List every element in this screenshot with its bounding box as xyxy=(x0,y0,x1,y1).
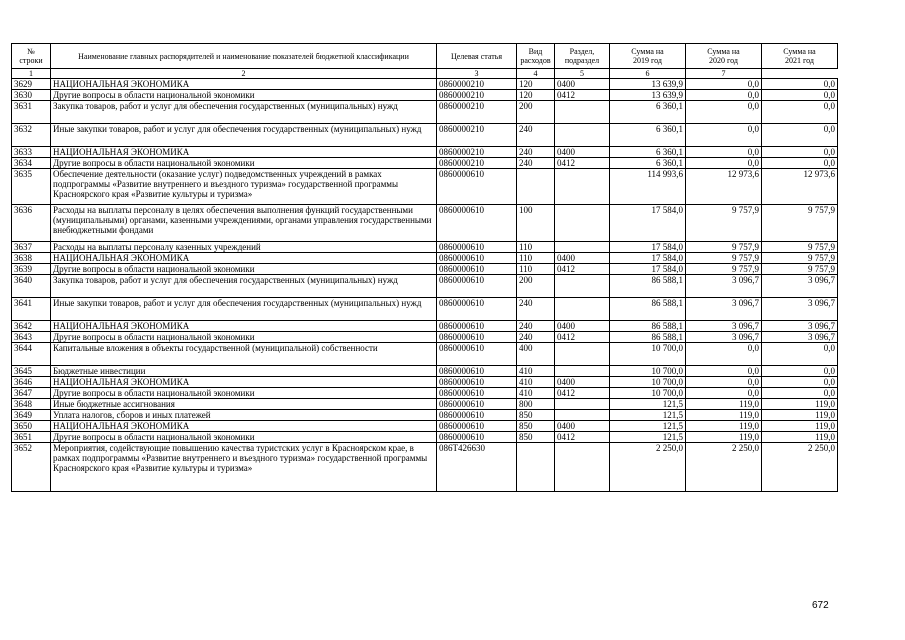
row-name: Иные закупки товаров, работ и услуг для обеспечения государственных (муниципальных) нужд xyxy=(51,298,437,321)
row-section xyxy=(555,275,610,298)
row-target-article: 0860000610 xyxy=(437,399,517,410)
row-sum-2021: 0,0 xyxy=(762,158,838,169)
row-sum-2020: 0,0 xyxy=(686,343,762,366)
row-sum-2021: 0,0 xyxy=(762,101,838,124)
row-section: 0412 xyxy=(555,432,610,443)
row-sum-2020: 0,0 xyxy=(686,147,762,158)
row-sum-2020: 0,0 xyxy=(686,101,762,124)
row-sum-2021: 119,0 xyxy=(762,399,838,410)
row-sum-2021: 9 757,9 xyxy=(762,253,838,264)
row-sum-2021: 119,0 xyxy=(762,421,838,432)
table-row xyxy=(12,90,838,101)
table-row xyxy=(12,169,838,205)
row-sum-2021: 0,0 xyxy=(762,124,838,147)
row-sum-2019: 17 584,0 xyxy=(610,253,686,264)
row-section xyxy=(555,443,610,492)
row-section: 0400 xyxy=(555,253,610,264)
row-target-article: 0860000210 xyxy=(437,101,517,124)
row-sum-2019: 10 700,0 xyxy=(610,388,686,399)
table-row xyxy=(12,253,838,264)
column-number: 2 xyxy=(51,69,437,79)
header-sum-2020: Сумма на 2020 год xyxy=(686,44,762,69)
column-number-row xyxy=(12,69,838,79)
row-section: 0412 xyxy=(555,388,610,399)
row-sum-2021: 3 096,7 xyxy=(762,332,838,343)
row-sum-2019: 10 700,0 xyxy=(610,343,686,366)
row-sum-2021: 3 096,7 xyxy=(762,275,838,298)
row-sum-2021: 0,0 xyxy=(762,366,838,377)
row-number: 3644 xyxy=(12,343,51,366)
row-sum-2020: 119,0 xyxy=(686,432,762,443)
row-section: 0400 xyxy=(555,321,610,332)
row-target-article: 0860000610 xyxy=(437,388,517,399)
row-expense-type: 100 xyxy=(517,205,555,242)
row-expense-type xyxy=(517,169,555,205)
row-target-article: 0860000610 xyxy=(437,264,517,275)
row-sum-2020: 3 096,7 xyxy=(686,275,762,298)
row-name: НАЦИОНАЛЬНАЯ ЭКОНОМИКА xyxy=(51,321,437,332)
row-target-article: 0860000210 xyxy=(437,79,517,90)
row-expense-type xyxy=(517,443,555,492)
row-target-article: 0860000610 xyxy=(437,275,517,298)
row-sum-2019: 17 584,0 xyxy=(610,264,686,275)
row-sum-2019: 17 584,0 xyxy=(610,242,686,253)
row-name: Иные бюджетные ассигнования xyxy=(51,399,437,410)
row-sum-2021: 0,0 xyxy=(762,388,838,399)
row-section: 0412 xyxy=(555,90,610,101)
row-sum-2021: 12 973,6 xyxy=(762,169,838,205)
row-expense-type: 200 xyxy=(517,101,555,124)
row-sum-2020: 0,0 xyxy=(686,366,762,377)
column-number: 6 xyxy=(610,69,686,79)
table-header-row xyxy=(12,44,838,69)
row-number: 3646 xyxy=(12,377,51,388)
row-target-article: 0860000610 xyxy=(437,421,517,432)
row-number: 3640 xyxy=(12,275,51,298)
row-sum-2019: 2 250,0 xyxy=(610,443,686,492)
row-sum-2020: 12 973,6 xyxy=(686,169,762,205)
row-name: НАЦИОНАЛЬНАЯ ЭКОНОМИКА xyxy=(51,79,437,90)
row-sum-2021: 9 757,9 xyxy=(762,264,838,275)
table-row xyxy=(12,147,838,158)
table-row xyxy=(12,421,838,432)
row-sum-2021: 2 250,0 xyxy=(762,443,838,492)
row-section xyxy=(555,205,610,242)
row-target-article: 0860000610 xyxy=(437,321,517,332)
row-number: 3647 xyxy=(12,388,51,399)
row-name: Другие вопросы в области национальной экономики xyxy=(51,158,437,169)
table-row xyxy=(12,343,838,366)
row-name: НАЦИОНАЛЬНАЯ ЭКОНОМИКА xyxy=(51,377,437,388)
row-sum-2021: 119,0 xyxy=(762,432,838,443)
row-name: Закупка товаров, работ и услуг для обеспечения государственных (муниципальных) нужд xyxy=(51,275,437,298)
row-target-article: 086Т426630 xyxy=(437,443,517,492)
row-name: Другие вопросы в области национальной экономики xyxy=(51,332,437,343)
row-expense-type: 110 xyxy=(517,253,555,264)
row-sum-2021: 9 757,9 xyxy=(762,242,838,253)
table-row xyxy=(12,432,838,443)
row-sum-2019: 13 639,9 xyxy=(610,79,686,90)
row-number: 3631 xyxy=(12,101,51,124)
table-row xyxy=(12,158,838,169)
row-expense-type: 240 xyxy=(517,332,555,343)
row-sum-2020: 9 757,9 xyxy=(686,253,762,264)
row-target-article: 0860000610 xyxy=(437,410,517,421)
page-number: 672 xyxy=(812,600,829,611)
row-sum-2019: 86 588,1 xyxy=(610,321,686,332)
row-target-article: 0860000610 xyxy=(437,432,517,443)
row-sum-2019: 6 360,1 xyxy=(610,147,686,158)
row-sum-2019: 6 360,1 xyxy=(610,158,686,169)
row-section xyxy=(555,124,610,147)
table-row xyxy=(12,443,838,492)
row-sum-2020: 9 757,9 xyxy=(686,242,762,253)
row-sum-2020: 0,0 xyxy=(686,377,762,388)
row-name: Бюджетные инвестиции xyxy=(51,366,437,377)
table-row xyxy=(12,275,838,298)
row-section: 0412 xyxy=(555,264,610,275)
table-row xyxy=(12,321,838,332)
row-name: Обеспечение деятельности (оказание услуг) подведомственных учреждений в рамках подпрограммы «Развитие внутреннего и въездного туризма» государственной программы Красноярского края «Развитие культуры и туризма» xyxy=(51,169,437,205)
row-target-article: 0860000610 xyxy=(437,169,517,205)
row-expense-type: 240 xyxy=(517,298,555,321)
row-sum-2021: 0,0 xyxy=(762,79,838,90)
row-sum-2020: 3 096,7 xyxy=(686,298,762,321)
row-expense-type: 850 xyxy=(517,410,555,421)
table-row xyxy=(12,124,838,147)
row-name: Мероприятия, содействующие повышению качества туристских услуг в Красноярском крае, в рамках подпрограммы «Развитие внутреннего и въездного туризма» государственной программы Красноярского края «Развитие культуры и туризма» xyxy=(51,443,437,492)
header-name: Наименование главных распорядителей и наименование показателей бюджетной классификации xyxy=(51,44,437,69)
row-expense-type: 410 xyxy=(517,366,555,377)
row-number: 3629 xyxy=(12,79,51,90)
row-section xyxy=(555,242,610,253)
header-target-article: Целевая статья xyxy=(437,44,517,69)
row-number: 3648 xyxy=(12,399,51,410)
table-row xyxy=(12,410,838,421)
row-sum-2019: 6 360,1 xyxy=(610,124,686,147)
row-sum-2020: 0,0 xyxy=(686,158,762,169)
row-name: Другие вопросы в области национальной экономики xyxy=(51,264,437,275)
row-number: 3649 xyxy=(12,410,51,421)
row-expense-type: 240 xyxy=(517,147,555,158)
row-section: 0412 xyxy=(555,332,610,343)
row-expense-type: 850 xyxy=(517,421,555,432)
row-target-article: 0860000610 xyxy=(437,366,517,377)
row-target-article: 0860000210 xyxy=(437,158,517,169)
table-row xyxy=(12,205,838,242)
row-sum-2020: 3 096,7 xyxy=(686,332,762,343)
row-sum-2019: 6 360,1 xyxy=(610,101,686,124)
row-number: 3650 xyxy=(12,421,51,432)
row-expense-type: 110 xyxy=(517,264,555,275)
row-name: НАЦИОНАЛЬНАЯ ЭКОНОМИКА xyxy=(51,147,437,158)
row-section xyxy=(555,366,610,377)
budget-table xyxy=(11,43,838,492)
row-expense-type: 120 xyxy=(517,90,555,101)
row-sum-2021: 0,0 xyxy=(762,343,838,366)
row-section: 0412 xyxy=(555,158,610,169)
row-target-article: 0860000610 xyxy=(437,253,517,264)
row-number: 3652 xyxy=(12,443,51,492)
header-sum-2019: Сумма на 2019 год xyxy=(610,44,686,69)
table-row xyxy=(12,332,838,343)
row-target-article: 0860000610 xyxy=(437,377,517,388)
row-name: Закупка товаров, работ и услуг для обеспечения государственных (муниципальных) нужд xyxy=(51,101,437,124)
row-number: 3630 xyxy=(12,90,51,101)
column-number: 4 xyxy=(517,69,555,79)
table-row xyxy=(12,101,838,124)
row-section xyxy=(555,343,610,366)
row-expense-type: 120 xyxy=(517,79,555,90)
row-target-article: 0860000610 xyxy=(437,298,517,321)
row-expense-type: 110 xyxy=(517,242,555,253)
row-name: Расходы на выплаты персоналу в целях обеспечения выполнения функций государственными (муниципальными) органами, казенными учреждениями, органами управления государственными внебюджетными фондами xyxy=(51,205,437,242)
column-number: 1 xyxy=(12,69,51,79)
row-section: 0400 xyxy=(555,147,610,158)
row-sum-2021: 3 096,7 xyxy=(762,298,838,321)
row-number: 3651 xyxy=(12,432,51,443)
row-number: 3636 xyxy=(12,205,51,242)
row-sum-2020: 119,0 xyxy=(686,399,762,410)
row-number: 3634 xyxy=(12,158,51,169)
column-number: 3 xyxy=(437,69,517,79)
row-sum-2021: 0,0 xyxy=(762,90,838,101)
row-sum-2021: 3 096,7 xyxy=(762,321,838,332)
row-sum-2020: 0,0 xyxy=(686,124,762,147)
table-row xyxy=(12,264,838,275)
row-sum-2020: 119,0 xyxy=(686,410,762,421)
table-row xyxy=(12,377,838,388)
row-name: Другие вопросы в области национальной экономики xyxy=(51,432,437,443)
header-sum-2021: Сумма на 2021 год xyxy=(762,44,838,69)
row-sum-2019: 17 584,0 xyxy=(610,205,686,242)
row-expense-type: 400 xyxy=(517,343,555,366)
row-target-article: 0860000610 xyxy=(437,205,517,242)
row-number: 3632 xyxy=(12,124,51,147)
row-sum-2019: 121,5 xyxy=(610,421,686,432)
row-sum-2020: 119,0 xyxy=(686,421,762,432)
row-sum-2020: 3 096,7 xyxy=(686,321,762,332)
row-name: Другие вопросы в области национальной экономики xyxy=(51,90,437,101)
row-number: 3642 xyxy=(12,321,51,332)
row-sum-2020: 9 757,9 xyxy=(686,264,762,275)
row-sum-2019: 121,5 xyxy=(610,410,686,421)
row-name: Уплата налогов, сборов и иных платежей xyxy=(51,410,437,421)
row-number: 3643 xyxy=(12,332,51,343)
row-name: НАЦИОНАЛЬНАЯ ЭКОНОМИКА xyxy=(51,253,437,264)
table-row xyxy=(12,388,838,399)
row-sum-2019: 10 700,0 xyxy=(610,366,686,377)
table-row xyxy=(12,79,838,90)
row-name: НАЦИОНАЛЬНАЯ ЭКОНОМИКА xyxy=(51,421,437,432)
row-section xyxy=(555,410,610,421)
row-sum-2019: 121,5 xyxy=(610,432,686,443)
header-section: Раздел, подраздел xyxy=(555,44,610,69)
row-target-article: 0860000610 xyxy=(437,242,517,253)
row-sum-2019: 121,5 xyxy=(610,399,686,410)
row-sum-2019: 86 588,1 xyxy=(610,332,686,343)
row-number: 3633 xyxy=(12,147,51,158)
row-number: 3641 xyxy=(12,298,51,321)
row-sum-2021: 0,0 xyxy=(762,147,838,158)
row-target-article: 0860000210 xyxy=(437,90,517,101)
row-name: Другие вопросы в области национальной экономики xyxy=(51,388,437,399)
row-expense-type: 410 xyxy=(517,388,555,399)
table-row xyxy=(12,298,838,321)
row-expense-type: 800 xyxy=(517,399,555,410)
row-section: 0400 xyxy=(555,79,610,90)
row-sum-2021: 0,0 xyxy=(762,377,838,388)
row-sum-2019: 114 993,6 xyxy=(610,169,686,205)
row-number: 3638 xyxy=(12,253,51,264)
row-sum-2019: 86 588,1 xyxy=(610,275,686,298)
row-sum-2020: 0,0 xyxy=(686,90,762,101)
row-section xyxy=(555,399,610,410)
row-expense-type: 240 xyxy=(517,321,555,332)
row-target-article: 0860000210 xyxy=(437,147,517,158)
row-name: Капитальные вложения в объекты государственной (муниципальной) собственности xyxy=(51,343,437,366)
row-section xyxy=(555,101,610,124)
row-sum-2020: 0,0 xyxy=(686,388,762,399)
row-section: 0400 xyxy=(555,421,610,432)
row-number: 3645 xyxy=(12,366,51,377)
row-expense-type: 240 xyxy=(517,124,555,147)
table-row xyxy=(12,242,838,253)
column-number: 7 xyxy=(686,69,762,79)
row-name: Расходы на выплаты персоналу казенных учреждений xyxy=(51,242,437,253)
row-number: 3635 xyxy=(12,169,51,205)
row-sum-2020: 9 757,9 xyxy=(686,205,762,242)
row-number: 3639 xyxy=(12,264,51,275)
row-sum-2021: 119,0 xyxy=(762,410,838,421)
row-section xyxy=(555,169,610,205)
row-sum-2019: 86 588,1 xyxy=(610,298,686,321)
row-section xyxy=(555,298,610,321)
row-expense-type: 410 xyxy=(517,377,555,388)
row-sum-2020: 2 250,0 xyxy=(686,443,762,492)
row-sum-2020: 0,0 xyxy=(686,79,762,90)
row-sum-2019: 10 700,0 xyxy=(610,377,686,388)
header-row-number: № строки xyxy=(12,44,51,69)
row-expense-type: 850 xyxy=(517,432,555,443)
row-target-article: 0860000610 xyxy=(437,343,517,366)
row-sum-2019: 13 639,9 xyxy=(610,90,686,101)
row-target-article: 0860000210 xyxy=(437,124,517,147)
row-target-article: 0860000610 xyxy=(437,332,517,343)
table-row xyxy=(12,399,838,410)
table-row xyxy=(12,366,838,377)
header-expense-type: Вид расходов xyxy=(517,44,555,69)
row-section: 0400 xyxy=(555,377,610,388)
row-sum-2021: 9 757,9 xyxy=(762,205,838,242)
row-name: Иные закупки товаров, работ и услуг для обеспечения государственных (муниципальных) нужд xyxy=(51,124,437,147)
row-expense-type: 240 xyxy=(517,158,555,169)
row-number: 3637 xyxy=(12,242,51,253)
row-expense-type: 200 xyxy=(517,275,555,298)
column-number: 5 xyxy=(555,69,610,79)
